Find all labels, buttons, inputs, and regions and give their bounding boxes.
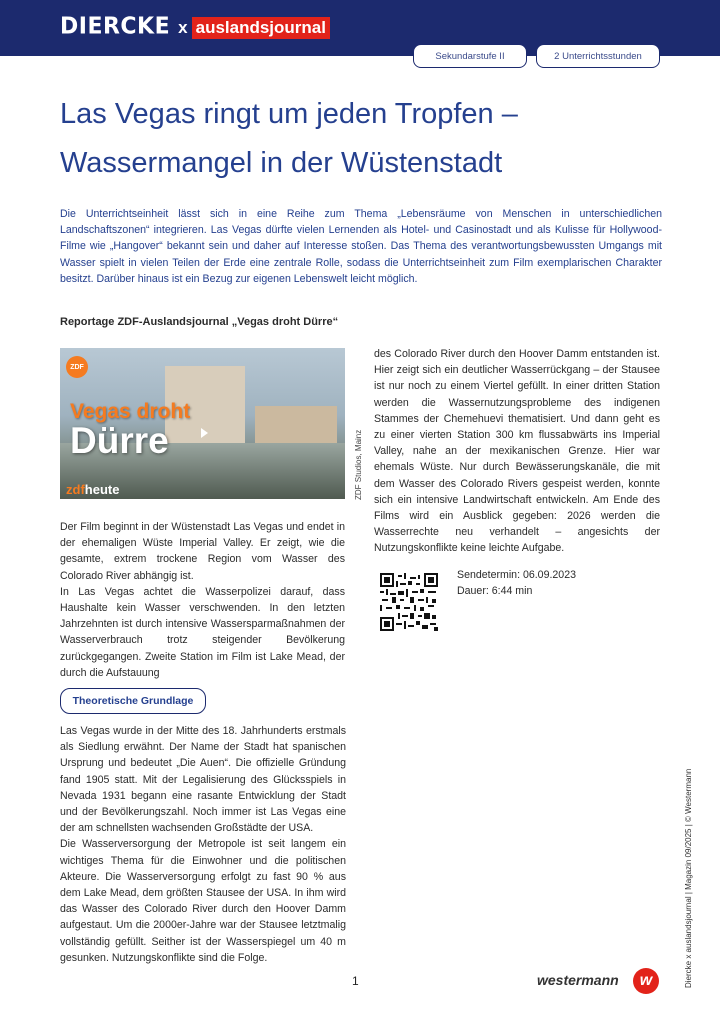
duration: Dauer: 6:44 min: [457, 585, 533, 598]
level-pill: Sekundarstufe II: [413, 44, 527, 68]
paragraph: In Las Vegas achtet die Wasserpolizei darauf, dass Haushalte kein Wasser verschwenden. In den letzten Jahrzehnten ist durch intensive Wassersparmaßnahmen der Wasserverbrauch trotz steigender Bevölkerung zurückgegangen. Zweite Station im Film ist Lake Mead, der durch die Aufstauung: [60, 585, 345, 679]
image-credit: ZDF Studios, Mainz: [354, 429, 363, 500]
reportage-right-column: [374, 346, 660, 557]
duration-pill: 2 Unterrichtsstunden: [536, 44, 660, 68]
paragraph: Die Wasserversorgung der Metropole ist seit langem ein wichtiges Thema für die Einwohner und die politischen Akteure. Die Wasserversorgung erfolgt zu fast 90 % aus dem Lake Mead, dem größten Stausee der USA. In ihm wird das Wasser des Colorado River durch den Hoover Damm aufgestaut. Um die 2000er-Jahre war der Stausee letztmalig vollständig gefüllt. Seither ist der Wasserspiegel um 40 m gesunken. Nutzungskonflikte sind die Folge.: [60, 838, 346, 964]
brand-logo: [60, 14, 330, 39]
page-title: [60, 90, 680, 188]
zdf-wordmark: zdf: [66, 482, 85, 497]
broadcast-date: Sendetermin: 06.09.2023: [457, 569, 576, 581]
play-icon[interactable]: [201, 428, 208, 438]
title-line-2: Wassermangel in der Wüstenstadt: [60, 147, 503, 179]
brand-name: DIERCKE: [60, 13, 171, 40]
title-line-1: Las Vegas ringt um jeden Tropfen –: [60, 98, 518, 130]
zdf-logo: ZDF: [66, 356, 88, 378]
video-thumbnail[interactable]: [60, 348, 345, 499]
zdfheute-logo: [66, 482, 119, 497]
broadcast-info: [457, 567, 576, 599]
brand-series: auslandsjournal: [192, 17, 330, 39]
publisher-name: westermann: [537, 972, 619, 988]
heute-wordmark: heute: [84, 482, 120, 497]
brand-x: x: [178, 18, 188, 37]
intro-text: Die Unterrichtseinheit lässt sich in eine Reihe zum Thema „Lebensräume von Menschen in unterschiedlichen Landschaftszonen“ integrieren. Las Vegas dürfte vielen Lernenden als Hotel- und Casinostadt und als Kulisse für Hollywood-Filme wie „Hangover“ bekannt sein und daher auf Interesse stoßen. Das Thema des verantwortungsbewussten Umgangs mit Wasser spielt in vielen Teilen der Erde eine zentrale Rolle, sodass die Unterrichtseinheit zum Film exemplarischen Charakter besitzt. Darüber hinaus ist ein Bezug zur eigenen Lebenswelt leicht möglich.: [60, 208, 662, 285]
paragraph: Las Vegas wurde in der Mitte des 18. Jahrhunderts erstmals als Siedlung erwähnt. Der Name der Stadt hat spanischen Ursprung und bedeutet „Die Auen“. Die offizielle Gründung fand 1905 statt. Mit der Legalisierung des Glücksspiels in Nevada 1931 begann eine rasante Entwicklung der Stadt und der Bevölkerungszahl. Noch immer ist Las Vegas eine der am schnellsten wachsenden Großstädte der USA.: [60, 725, 346, 835]
page-number: 1: [352, 974, 359, 988]
qr-code[interactable]: [380, 573, 438, 631]
reportage-left-column: [60, 519, 345, 681]
paragraph: des Colorado River durch den Hoover Damm entstanden ist. Hier zeigt sich ein deutlicher Wasserrückgang – der Stausee ist nur noch zu einem Viertel gefüllt. In einer dritten Station werden die Wassernutzungsprobleme des indigenen Stammes der Chemehuevi thematisiert. Und dann geht es zu einer vierten Station 300 km flussabwärts ins Imperial Valley, nahe an der mexikanischen Grenze. Hier war ehemals Wüste. Nur durch Bewässerungskanäle, die mit dem Wasser des Colorado Rivers gespeist werden, konnte sich ein intensive Landwirtschaft entwickeln. Am Ende des Films wird ein Ausblick gegeben: 2026 werden die Wasserrechte neu verhandelt – angesichts der Nutzungskonflikte keine leichte Aufgabe.: [374, 348, 660, 555]
thumbnail-title-line-2: Dürre: [70, 420, 169, 461]
paragraph: Der Film beginnt in der Wüstenstadt Las Vegas und endet in der ehemaligen Wüste Imperial Valley. Er zeigt, wie die gesamte, extrem trockene Region vom Wasser des Colorado River abhängig ist.: [60, 521, 345, 582]
thumbnail-title-line-1: Vegas droht: [70, 400, 191, 423]
reportage-heading: Reportage ZDF-Auslandsjournal „Vegas droht Dürre“: [60, 316, 339, 328]
publisher-logo-icon: w: [633, 968, 659, 994]
side-footer: Diercke x auslandsjournal | Magazin 09/2025 | © Westermann: [684, 768, 693, 988]
theory-left-column: [60, 723, 346, 966]
theory-section-tag: Theoretische Grundlage: [60, 688, 206, 714]
